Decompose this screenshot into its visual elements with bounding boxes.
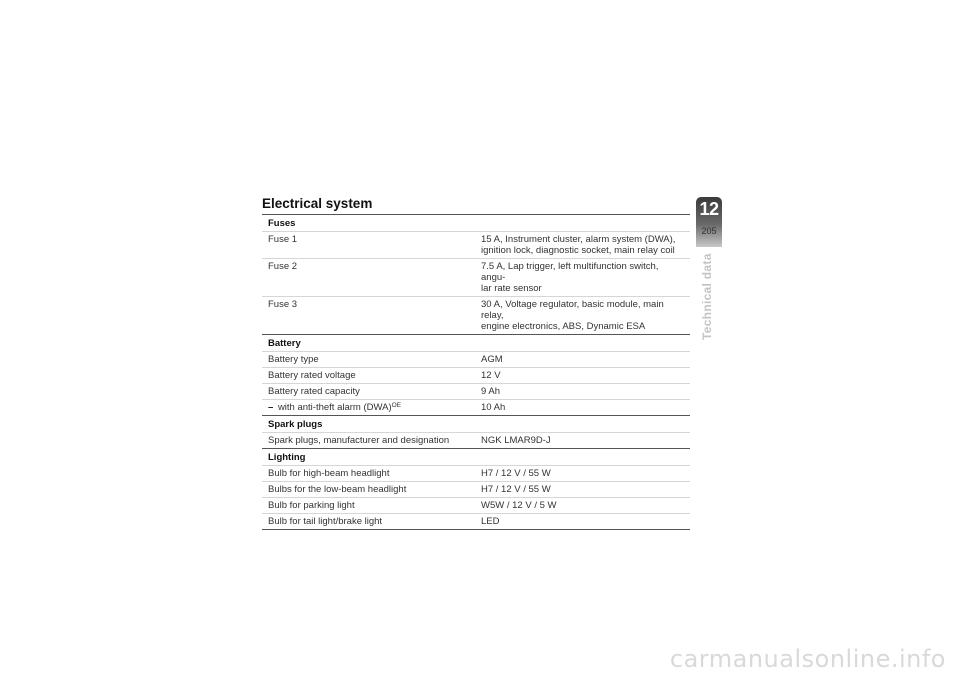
table-row bbox=[262, 466, 690, 482]
table-row bbox=[262, 352, 690, 368]
table-row bbox=[262, 384, 690, 400]
chapter-tab bbox=[696, 197, 722, 247]
row-label: Bulb for parking light bbox=[262, 498, 475, 514]
row-value: NGK LMAR9D-J bbox=[475, 433, 690, 449]
row-value bbox=[475, 297, 690, 335]
row-label-text: with anti-theft alarm (DWA) bbox=[277, 402, 392, 413]
table-row bbox=[262, 368, 690, 384]
chapter-number: 12 bbox=[699, 199, 719, 219]
section-heading-fuses bbox=[262, 215, 690, 232]
row-label: Bulbs for the low-beam headlight bbox=[262, 482, 475, 498]
row-label: Fuse 3 bbox=[262, 297, 475, 335]
chapter-side-label: Technical data bbox=[700, 253, 714, 340]
value-line: 15 A, Instrument cluster, alarm system (DWA), bbox=[481, 234, 676, 245]
section-heading: Battery bbox=[262, 335, 690, 352]
value-line: lar rate sensor bbox=[481, 283, 542, 294]
row-label: Battery rated capacity bbox=[262, 384, 475, 400]
table-row bbox=[262, 514, 690, 530]
table-row bbox=[262, 433, 690, 449]
table-row bbox=[262, 297, 690, 335]
section-heading: Fuses bbox=[262, 215, 690, 232]
section-heading-lighting bbox=[262, 449, 690, 466]
row-label: Battery rated voltage bbox=[262, 368, 475, 384]
page-title: Electrical system bbox=[262, 196, 373, 211]
row-value bbox=[475, 259, 690, 297]
value-line: engine electronics, ABS, Dynamic ESA bbox=[481, 321, 646, 332]
value-line: 30 A, Voltage regulator, basic module, main relay, bbox=[481, 299, 664, 321]
row-value: 10 Ah bbox=[475, 400, 690, 416]
row-label: Bulb for high-beam headlight bbox=[262, 466, 475, 482]
row-label: Spark plugs, manufacturer and designation bbox=[262, 433, 475, 449]
row-value: W5W / 12 V / 5 W bbox=[475, 498, 690, 514]
table-row bbox=[262, 232, 690, 259]
row-value: H7 / 12 V / 55 W bbox=[475, 466, 690, 482]
section-heading: Lighting bbox=[262, 449, 690, 466]
dash-bullet: – bbox=[268, 402, 274, 413]
spec-table bbox=[262, 214, 690, 530]
value-line: 7.5 A, Lap trigger, left multifunction switch, angu- bbox=[481, 261, 659, 283]
row-value: AGM bbox=[475, 352, 690, 368]
section-heading-battery bbox=[262, 335, 690, 352]
row-label: Fuse 2 bbox=[262, 259, 475, 297]
table-row bbox=[262, 400, 690, 416]
row-label bbox=[262, 400, 475, 416]
page-number: 205 bbox=[701, 226, 717, 236]
row-label: Bulb for tail light/brake light bbox=[262, 514, 475, 530]
row-label: Fuse 1 bbox=[262, 232, 475, 259]
row-value bbox=[475, 232, 690, 259]
table-row bbox=[262, 482, 690, 498]
section-heading: Spark plugs bbox=[262, 416, 690, 433]
value-line: ignition lock, diagnostic socket, main relay coil bbox=[481, 245, 675, 256]
watermark-text: carmanualsonline.info bbox=[669, 645, 946, 673]
section-heading-spark-plugs bbox=[262, 416, 690, 433]
table-row bbox=[262, 259, 690, 297]
row-label: Battery type bbox=[262, 352, 475, 368]
row-value: 9 Ah bbox=[475, 384, 690, 400]
row-value: H7 / 12 V / 55 W bbox=[475, 482, 690, 498]
oe-superscript: OE bbox=[391, 402, 402, 409]
row-value: LED bbox=[475, 514, 690, 530]
row-value: 12 V bbox=[475, 368, 690, 384]
table-row bbox=[262, 498, 690, 514]
